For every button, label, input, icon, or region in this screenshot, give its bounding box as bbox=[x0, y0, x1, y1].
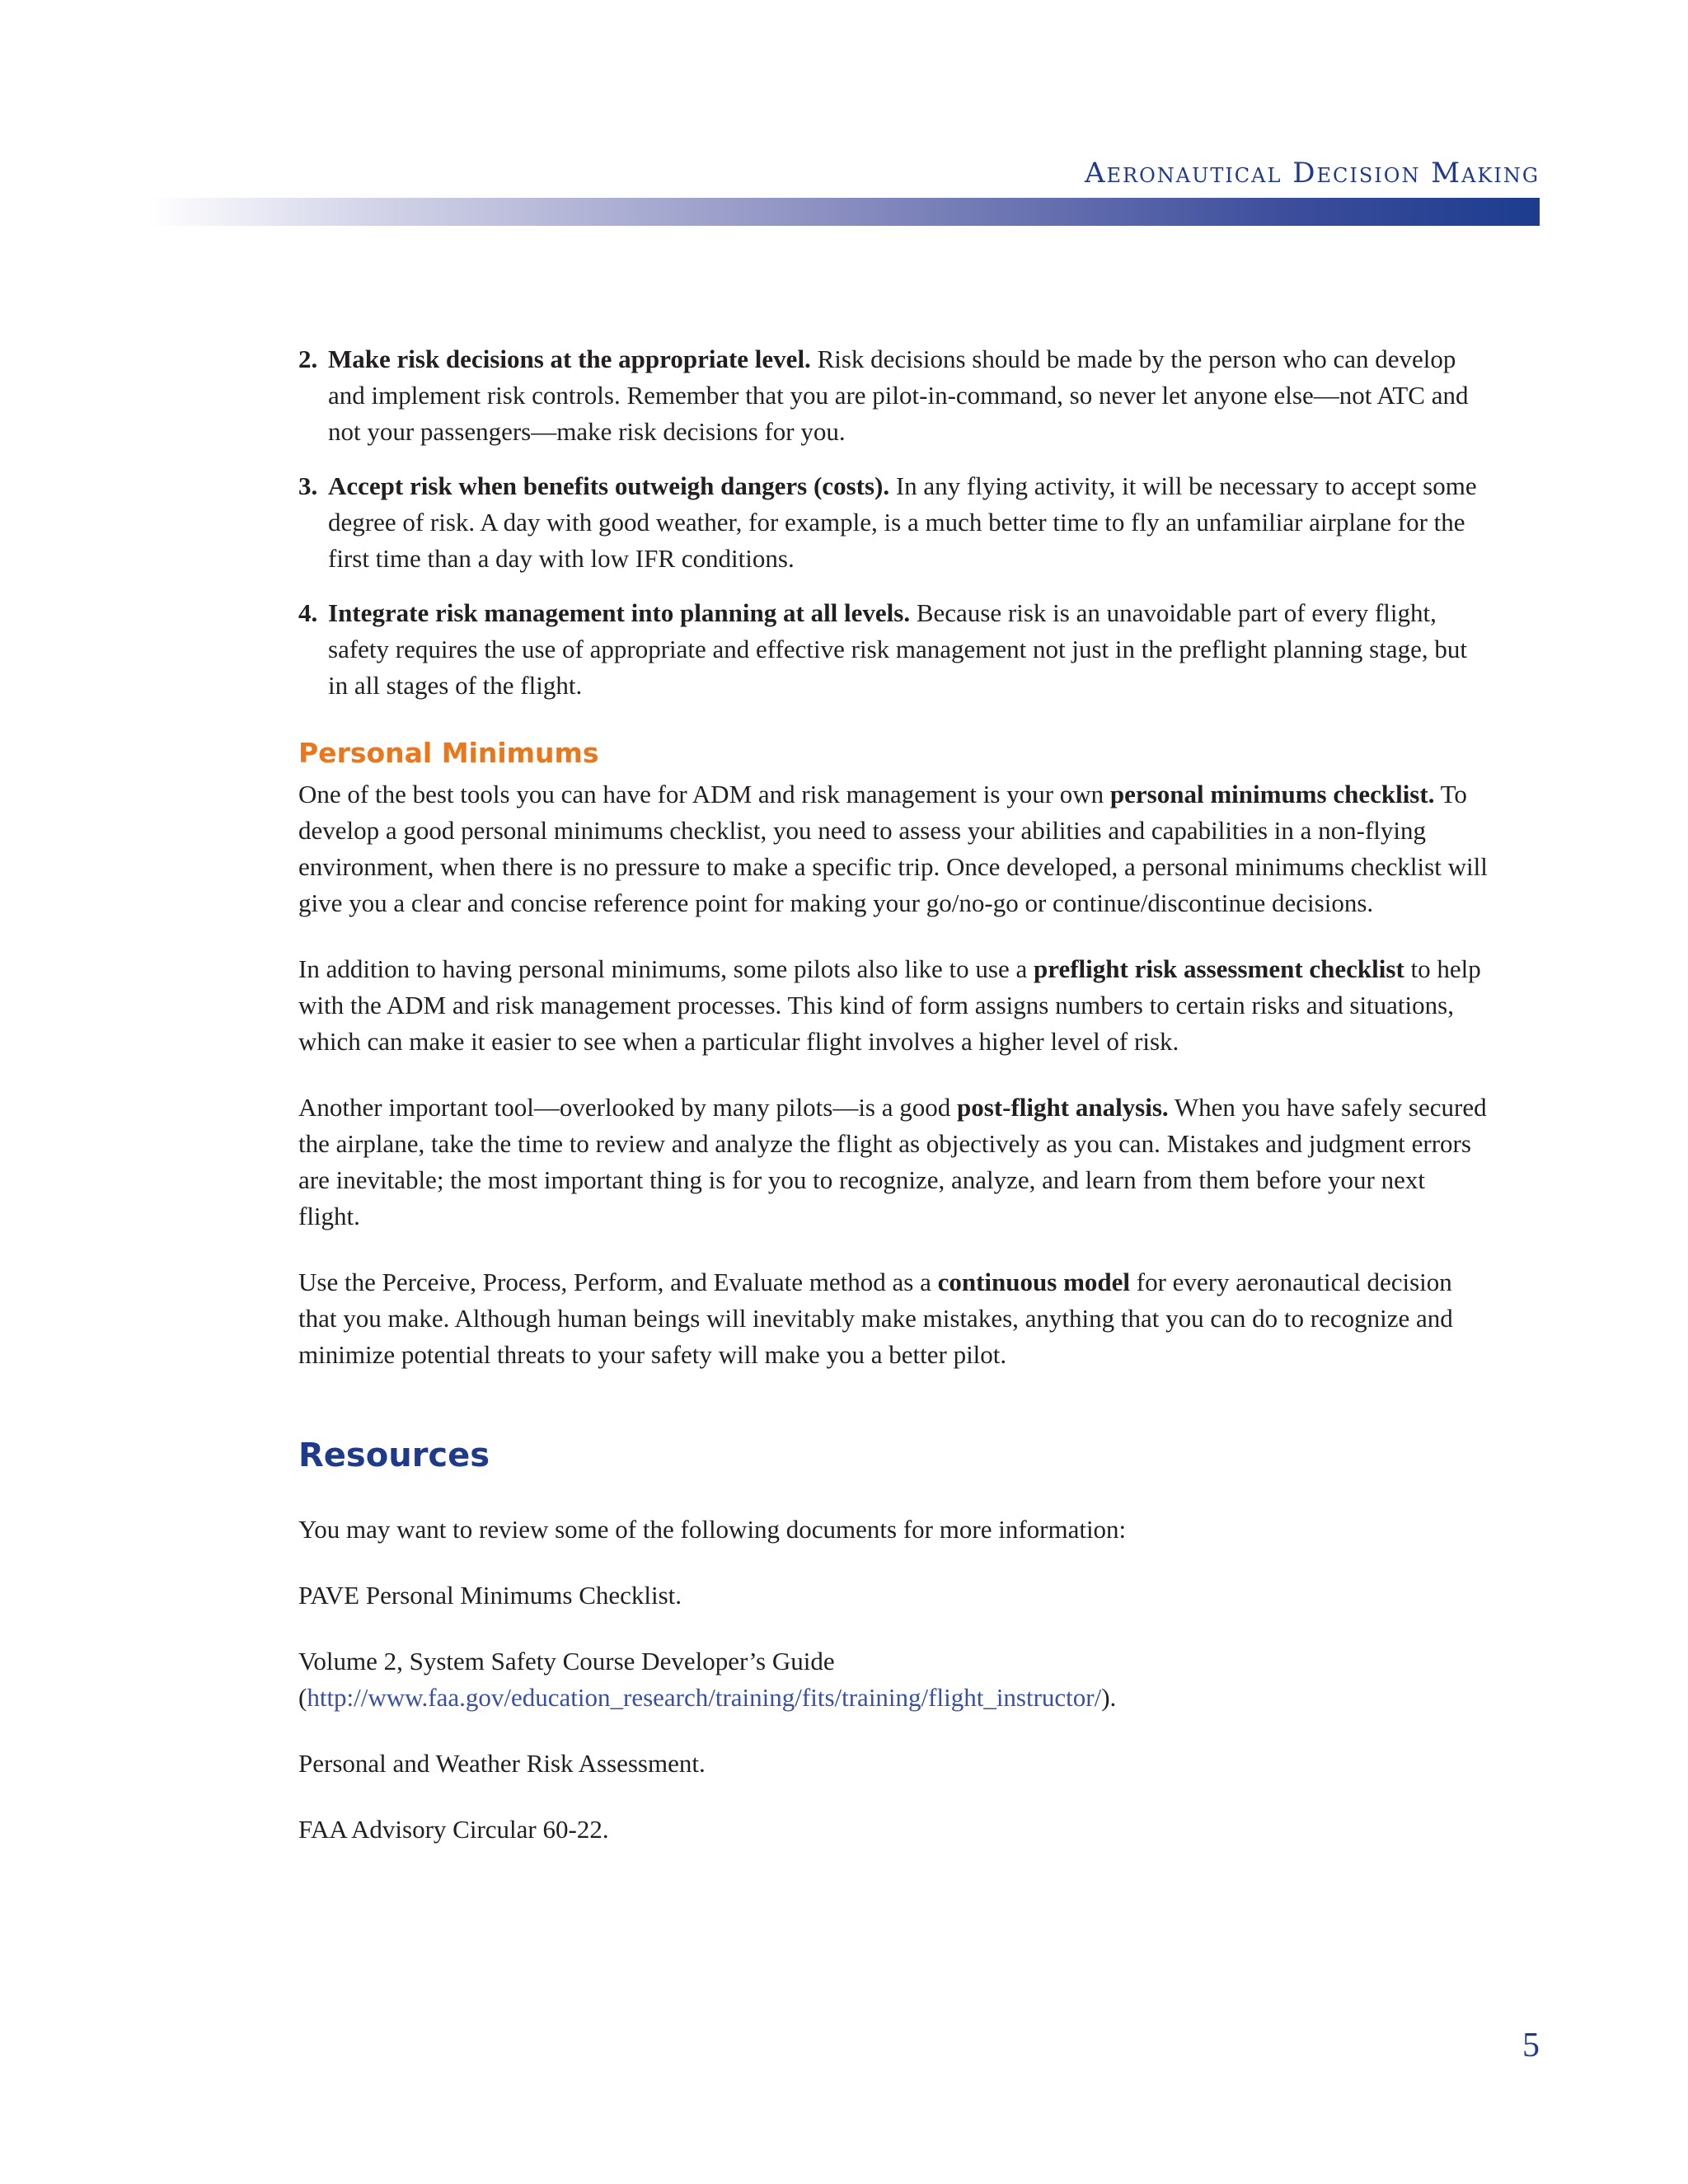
text-run: to help with the ADM and risk management processes. This kind of form assigns numbers to certain risks and situations, which can make it easier to see when a particular flight involves a higher level of risk. bbox=[298, 954, 1481, 1056]
list-item bbox=[298, 468, 1492, 577]
list-item-number: 2. bbox=[298, 344, 318, 373]
text-run: In addition to having personal minimums, some pilots also like to use a bbox=[298, 954, 1034, 983]
list-item-text: Risk decisions should be made by the person who can develop and implement risk controls. Remember that you are pilot-in-command, so never let anyone else—not ATC and not your passengers—make risk decisions for you. bbox=[328, 344, 1469, 446]
list-item bbox=[298, 341, 1492, 450]
paragraph-personal-minimums bbox=[298, 776, 1492, 921]
text-run: Use the Perceive, Process, Perform, and Evaluate method as a bbox=[298, 1268, 938, 1296]
text-run: ). bbox=[1101, 1683, 1117, 1712]
list-item-text: In any flying activity, it will be necessary to accept some degree of risk. A day with good weather, for example, is a much better time to fly an unfamiliar airplane for the first time than a day with low IFR conditions. bbox=[328, 471, 1477, 573]
list-item-lead: Integrate risk management into planning at all levels. bbox=[328, 598, 911, 627]
running-header-title: Aeronautical Decision Making bbox=[1084, 157, 1540, 190]
resource-item bbox=[298, 1643, 1492, 1716]
emphasis-text: post-flight analysis. bbox=[957, 1093, 1169, 1122]
resource-item: PAVE Personal Minimums Checklist. bbox=[298, 1581, 682, 1610]
text-run: One of the best tools you can have for ADM and risk management is your own bbox=[298, 780, 1110, 808]
text-run: When you have safely secured the airplane, take the time to review and analyze the flight as objectively as you can. Mistakes and judgment errors are inevitable; the most important thing is for you to recognize, analyze, and learn from them before your next flight. bbox=[298, 1093, 1487, 1230]
page-content bbox=[298, 341, 1492, 1877]
text-run: Volume 2, System Safety Course Developer’s Guide ( bbox=[298, 1647, 835, 1712]
emphasis-text: continuous model bbox=[937, 1268, 1131, 1296]
resources-heading: Resources bbox=[298, 1436, 490, 1474]
emphasis-text: personal minimums checklist. bbox=[1109, 780, 1435, 808]
resources-intro: You may want to review some of the following documents for more information: bbox=[298, 1515, 1127, 1544]
text-run: Another important tool—overlooked by many pilots—is a good bbox=[298, 1093, 958, 1122]
list-item-number: 3. bbox=[298, 471, 318, 500]
text-run: To develop a good personal minimums checklist, you need to assess your abilities and capabilities in a non-flying environment, when there is no pressure to make a specific trip. Once developed, a personal minimums checklist will give you a clear and concise reference point for making your go/no-go or continue/discontinue decisions. bbox=[298, 780, 1488, 917]
page-number: 5 bbox=[1522, 2027, 1540, 2064]
resource-item: FAA Advisory Circular 60-22. bbox=[298, 1815, 609, 1844]
paragraph-preflight-risk bbox=[298, 951, 1492, 1060]
list-item bbox=[298, 595, 1492, 704]
header-gradient-bar bbox=[148, 198, 1540, 226]
personal-minimums-heading: Personal Minimums bbox=[298, 737, 599, 769]
list-item-lead: Make risk decisions at the appropriate level. bbox=[328, 344, 811, 373]
paragraph-continuous-model bbox=[298, 1264, 1492, 1373]
paragraph-post-flight bbox=[298, 1090, 1492, 1235]
emphasis-text: preflight risk assessment checklist bbox=[1034, 954, 1404, 983]
list-item-lead: Accept risk when benefits outweigh dangers (costs). bbox=[328, 471, 890, 500]
text-run: for every aeronautical decision that you make. Although human beings will inevitably make mistakes, anything that you can do to recognize and minimize potential threats to your safety will make you a better pilot. bbox=[298, 1268, 1453, 1369]
list-item-text: Because risk is an unavoidable part of every flight, safety requires the use of appropriate and effective risk management not just in the preflight planning stage, but in all stages of the flight. bbox=[328, 598, 1467, 700]
list-item-number: 4. bbox=[298, 598, 318, 627]
resource-link[interactable]: http://www.faa.gov/education_research/training/fits/training/flight_instructor/ bbox=[307, 1683, 1102, 1712]
resource-item: Personal and Weather Risk Assessment. bbox=[298, 1749, 706, 1778]
